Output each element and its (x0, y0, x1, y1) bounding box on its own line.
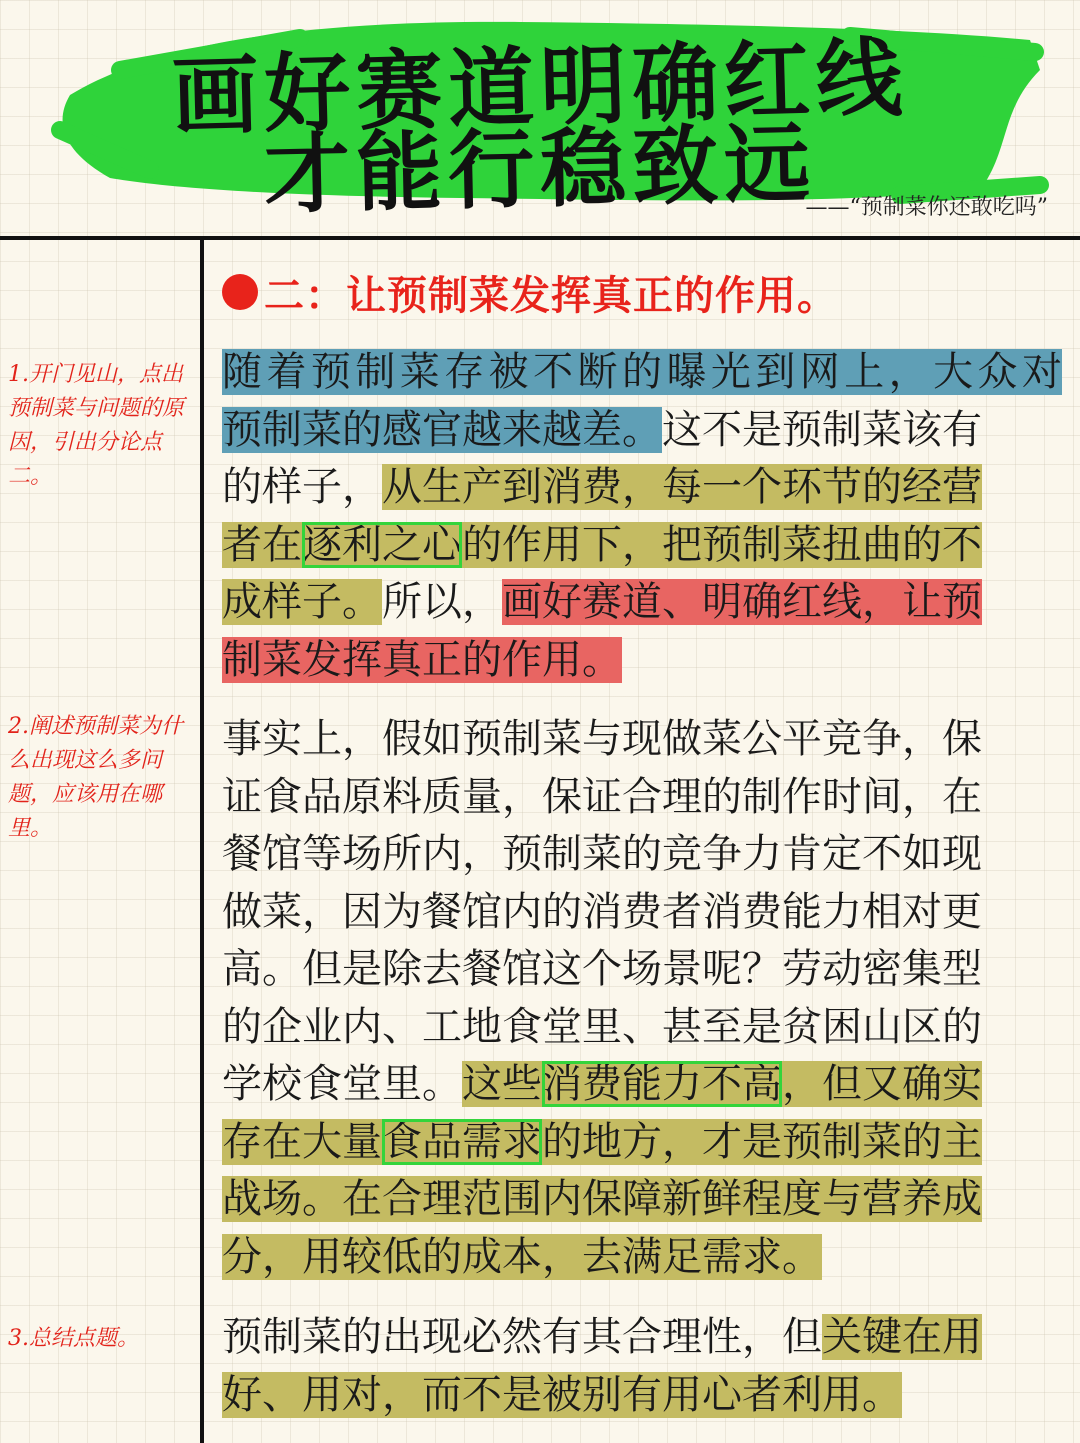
section-heading (222, 262, 838, 322)
highlight-blue: 预制菜的感官越来越差。 (222, 406, 662, 453)
section-heading-text: 二：让预制菜发挥真正的作用。 (264, 272, 838, 319)
header (0, 0, 1080, 238)
p1-line-5 (222, 574, 1062, 632)
highlight-olive: 关键在用 (822, 1314, 982, 1360)
vertical-margin-divider (200, 238, 204, 1443)
highlight-olive: 存在大量 (222, 1118, 382, 1165)
p1-line-4 (222, 517, 1062, 575)
paragraph-2 (222, 711, 1062, 1286)
text: 预制菜的出现必然有其合理性，但 (222, 1314, 822, 1360)
highlight-olive: 分，用较低的成本，去满足需求。 (222, 1233, 822, 1280)
p2-line-4: 做菜，因为餐馆内的消费者消费能力相对更 (222, 888, 982, 935)
p2-line-7 (222, 1056, 1062, 1114)
red-dot-icon (222, 274, 258, 310)
title-line-2: 才能行稳致远 (263, 114, 818, 226)
highlight-olive: 从生产到消费，每一个环节的经营 (382, 464, 982, 510)
p1-line-1 (222, 344, 1062, 402)
p3-line-1 (222, 1309, 1062, 1367)
p1-line-3 (222, 459, 1062, 517)
p2-line-6: 的企业内、工地食堂里、甚至是贫困山区的 (222, 1003, 982, 1050)
highlight-olive: 战场。在合理范围内保障新鲜程度与营养成 (222, 1176, 982, 1222)
horizontal-divider (0, 236, 1080, 240)
highlight-olive: 的地方，才是预制菜的主 (542, 1118, 982, 1165)
highlight-olive: 这些 (462, 1061, 542, 1107)
p2-line-3: 餐馆等场所内，预制菜的竞争力肯定不如现 (222, 831, 982, 877)
margin-note-1: 1.开门见山，点出预制菜与问题的原因，引出分论点二。 (8, 362, 185, 489)
highlight-olive: 者在 (222, 521, 302, 568)
green-box-keyword: 逐利之心 (302, 521, 462, 568)
text: 所以， (382, 579, 502, 625)
subtitle: ——“预制菜你还敢吃吗” (805, 195, 1048, 220)
highlight-red: 制菜发挥真正的作用。 (222, 636, 622, 683)
p1-line-6 (222, 632, 1062, 690)
p2-line-8 (222, 1114, 1062, 1172)
p2-line-5: 高。但是除去餐馆这个场景呢？劳动密集型 (222, 946, 982, 992)
p2-line-10 (222, 1229, 1062, 1287)
green-box-keyword: 消费能力不高 (542, 1061, 782, 1107)
text: 的样子， (222, 464, 382, 510)
green-box-keyword: 食品需求 (382, 1118, 542, 1165)
margin-note-3: 3.总结点题。 (8, 1326, 139, 1351)
title-line-1: 画好赛道明确红线 (171, 28, 910, 148)
p2-line-1: 事实上，假如预制菜与现做菜公平竞争，保 (222, 716, 982, 762)
text: 学校食堂里。 (222, 1061, 462, 1107)
p1-line-2 (222, 402, 1062, 460)
p3-line-2 (222, 1367, 1062, 1425)
paragraph-3 (222, 1309, 1062, 1424)
highlight-olive: 成样子。 (222, 579, 382, 625)
p2-line-2: 证食品原料质量，保证合理的制作时间，在 (222, 773, 982, 820)
margin-note-2: 2.阐述预制菜为什么出现这么多问题，应该用在哪里。 (8, 714, 183, 841)
highlight-olive: ，但又确实 (782, 1061, 982, 1107)
highlight-blue: 随着预制菜存被不断的曝光到网上，大众对 (222, 349, 1062, 395)
highlight-olive: 的作用下，把预制菜扭曲的不 (462, 521, 982, 568)
text: 这不是预制菜该有 (662, 406, 982, 453)
paragraph-1 (222, 344, 1062, 689)
highlight-olive: 好、用对，而不是被别有用心者利用。 (222, 1371, 902, 1418)
p2-line-9 (222, 1171, 1062, 1229)
highlight-red: 画好赛道、明确红线，让预 (502, 579, 982, 625)
